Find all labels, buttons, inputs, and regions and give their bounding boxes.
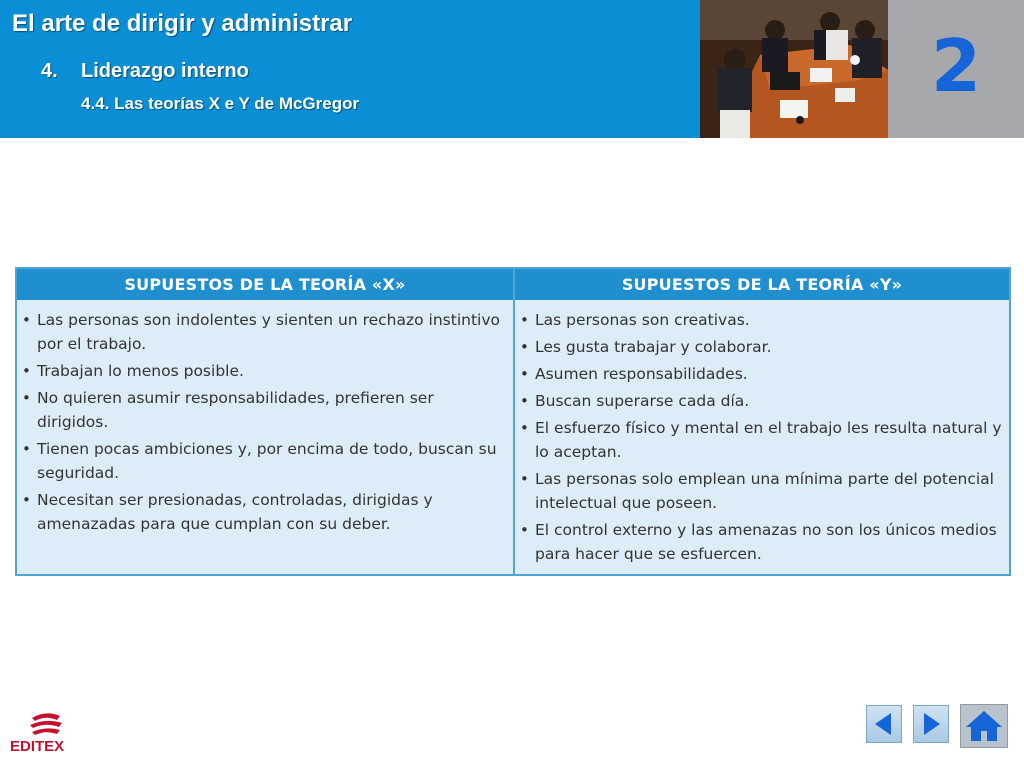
theory-y-list (515, 300, 1009, 566)
bullet-icon: • (22, 440, 31, 458)
theory-comparison-table (15, 267, 1011, 576)
header-banner (0, 0, 1024, 138)
list-item (22, 308, 507, 356)
list-item (520, 416, 1003, 464)
meeting-photo (700, 0, 888, 138)
home-icon (961, 705, 1007, 747)
bullet-icon: • (22, 491, 31, 509)
editex-logo (10, 712, 80, 760)
meeting-photo-image (700, 0, 888, 138)
list-item (520, 518, 1003, 566)
chapter-number: 2 (930, 24, 982, 108)
theory-y-column (515, 269, 1009, 574)
theory-y-heading: SUPUESTOS DE LA TEORÍA «Y» (515, 269, 1009, 300)
list-item (520, 389, 1003, 413)
previous-button[interactable] (866, 705, 902, 743)
bullet-icon: • (520, 338, 529, 356)
list-item-text: Necesitan ser presionadas, controladas, dirigidas y amenazadas para que cumplan con su deber. (37, 491, 433, 533)
section-heading (41, 60, 249, 83)
list-item-text: Las personas son creativas. (535, 311, 750, 329)
logo-text: EDITEX (10, 738, 65, 755)
list-item (520, 467, 1003, 515)
bullet-icon: • (22, 389, 31, 407)
list-item-text: Las personas solo emplean una mínima parte del potencial intelectual que poseen. (535, 470, 994, 512)
list-item (22, 488, 507, 536)
list-item-text: Las personas son indolentes y sienten un rechazo instintivo por el trabajo. (37, 311, 501, 353)
bullet-icon: • (520, 392, 529, 410)
list-item (22, 386, 507, 434)
list-item (520, 335, 1003, 359)
bullet-icon: • (22, 311, 31, 329)
chapter-badge (888, 0, 1024, 138)
home-button[interactable] (960, 704, 1008, 748)
bullet-icon: • (520, 521, 529, 539)
editex-logo-mark-icon (26, 712, 66, 738)
list-item (520, 308, 1003, 332)
list-item (22, 359, 507, 383)
list-item-text: Tienen pocas ambiciones y, por encima de todo, buscan su seguridad. (37, 440, 497, 482)
section-number: 4. (41, 60, 58, 82)
subsection-heading: 4.4. Las teorías X e Y de McGregor (81, 94, 360, 113)
section-title: Liderazgo interno (81, 60, 249, 82)
list-item-text: No quieren asumir responsabilidades, prefieren ser dirigidos. (37, 389, 434, 431)
bullet-icon: • (520, 419, 529, 437)
list-item-text: Les gusta trabajar y colaborar. (535, 338, 772, 356)
next-button[interactable] (913, 705, 949, 743)
list-item-text: Asumen responsabilidades. (535, 365, 748, 383)
theory-x-list (17, 300, 513, 536)
list-item-text: Trabajan lo menos posible. (37, 362, 244, 380)
list-item-text: El esfuerzo físico y mental en el trabajo les resulta natural y lo aceptan. (535, 419, 1002, 461)
list-item (22, 437, 507, 485)
arrow-right-icon (914, 706, 948, 742)
page-title: El arte de dirigir y administrar (12, 10, 353, 37)
theory-x-heading: SUPUESTOS DE LA TEORÍA «X» (17, 269, 513, 300)
bullet-icon: • (520, 470, 529, 488)
bullet-icon: • (22, 362, 31, 380)
theory-x-column (17, 269, 515, 574)
list-item-text: El control externo y las amenazas no son los únicos medios para hacer que se esfuercen. (535, 521, 997, 563)
bullet-icon: • (520, 365, 529, 383)
arrow-left-icon (867, 706, 901, 742)
bullet-icon: • (520, 311, 529, 329)
list-item (520, 362, 1003, 386)
list-item-text: Buscan superarse cada día. (535, 392, 750, 410)
